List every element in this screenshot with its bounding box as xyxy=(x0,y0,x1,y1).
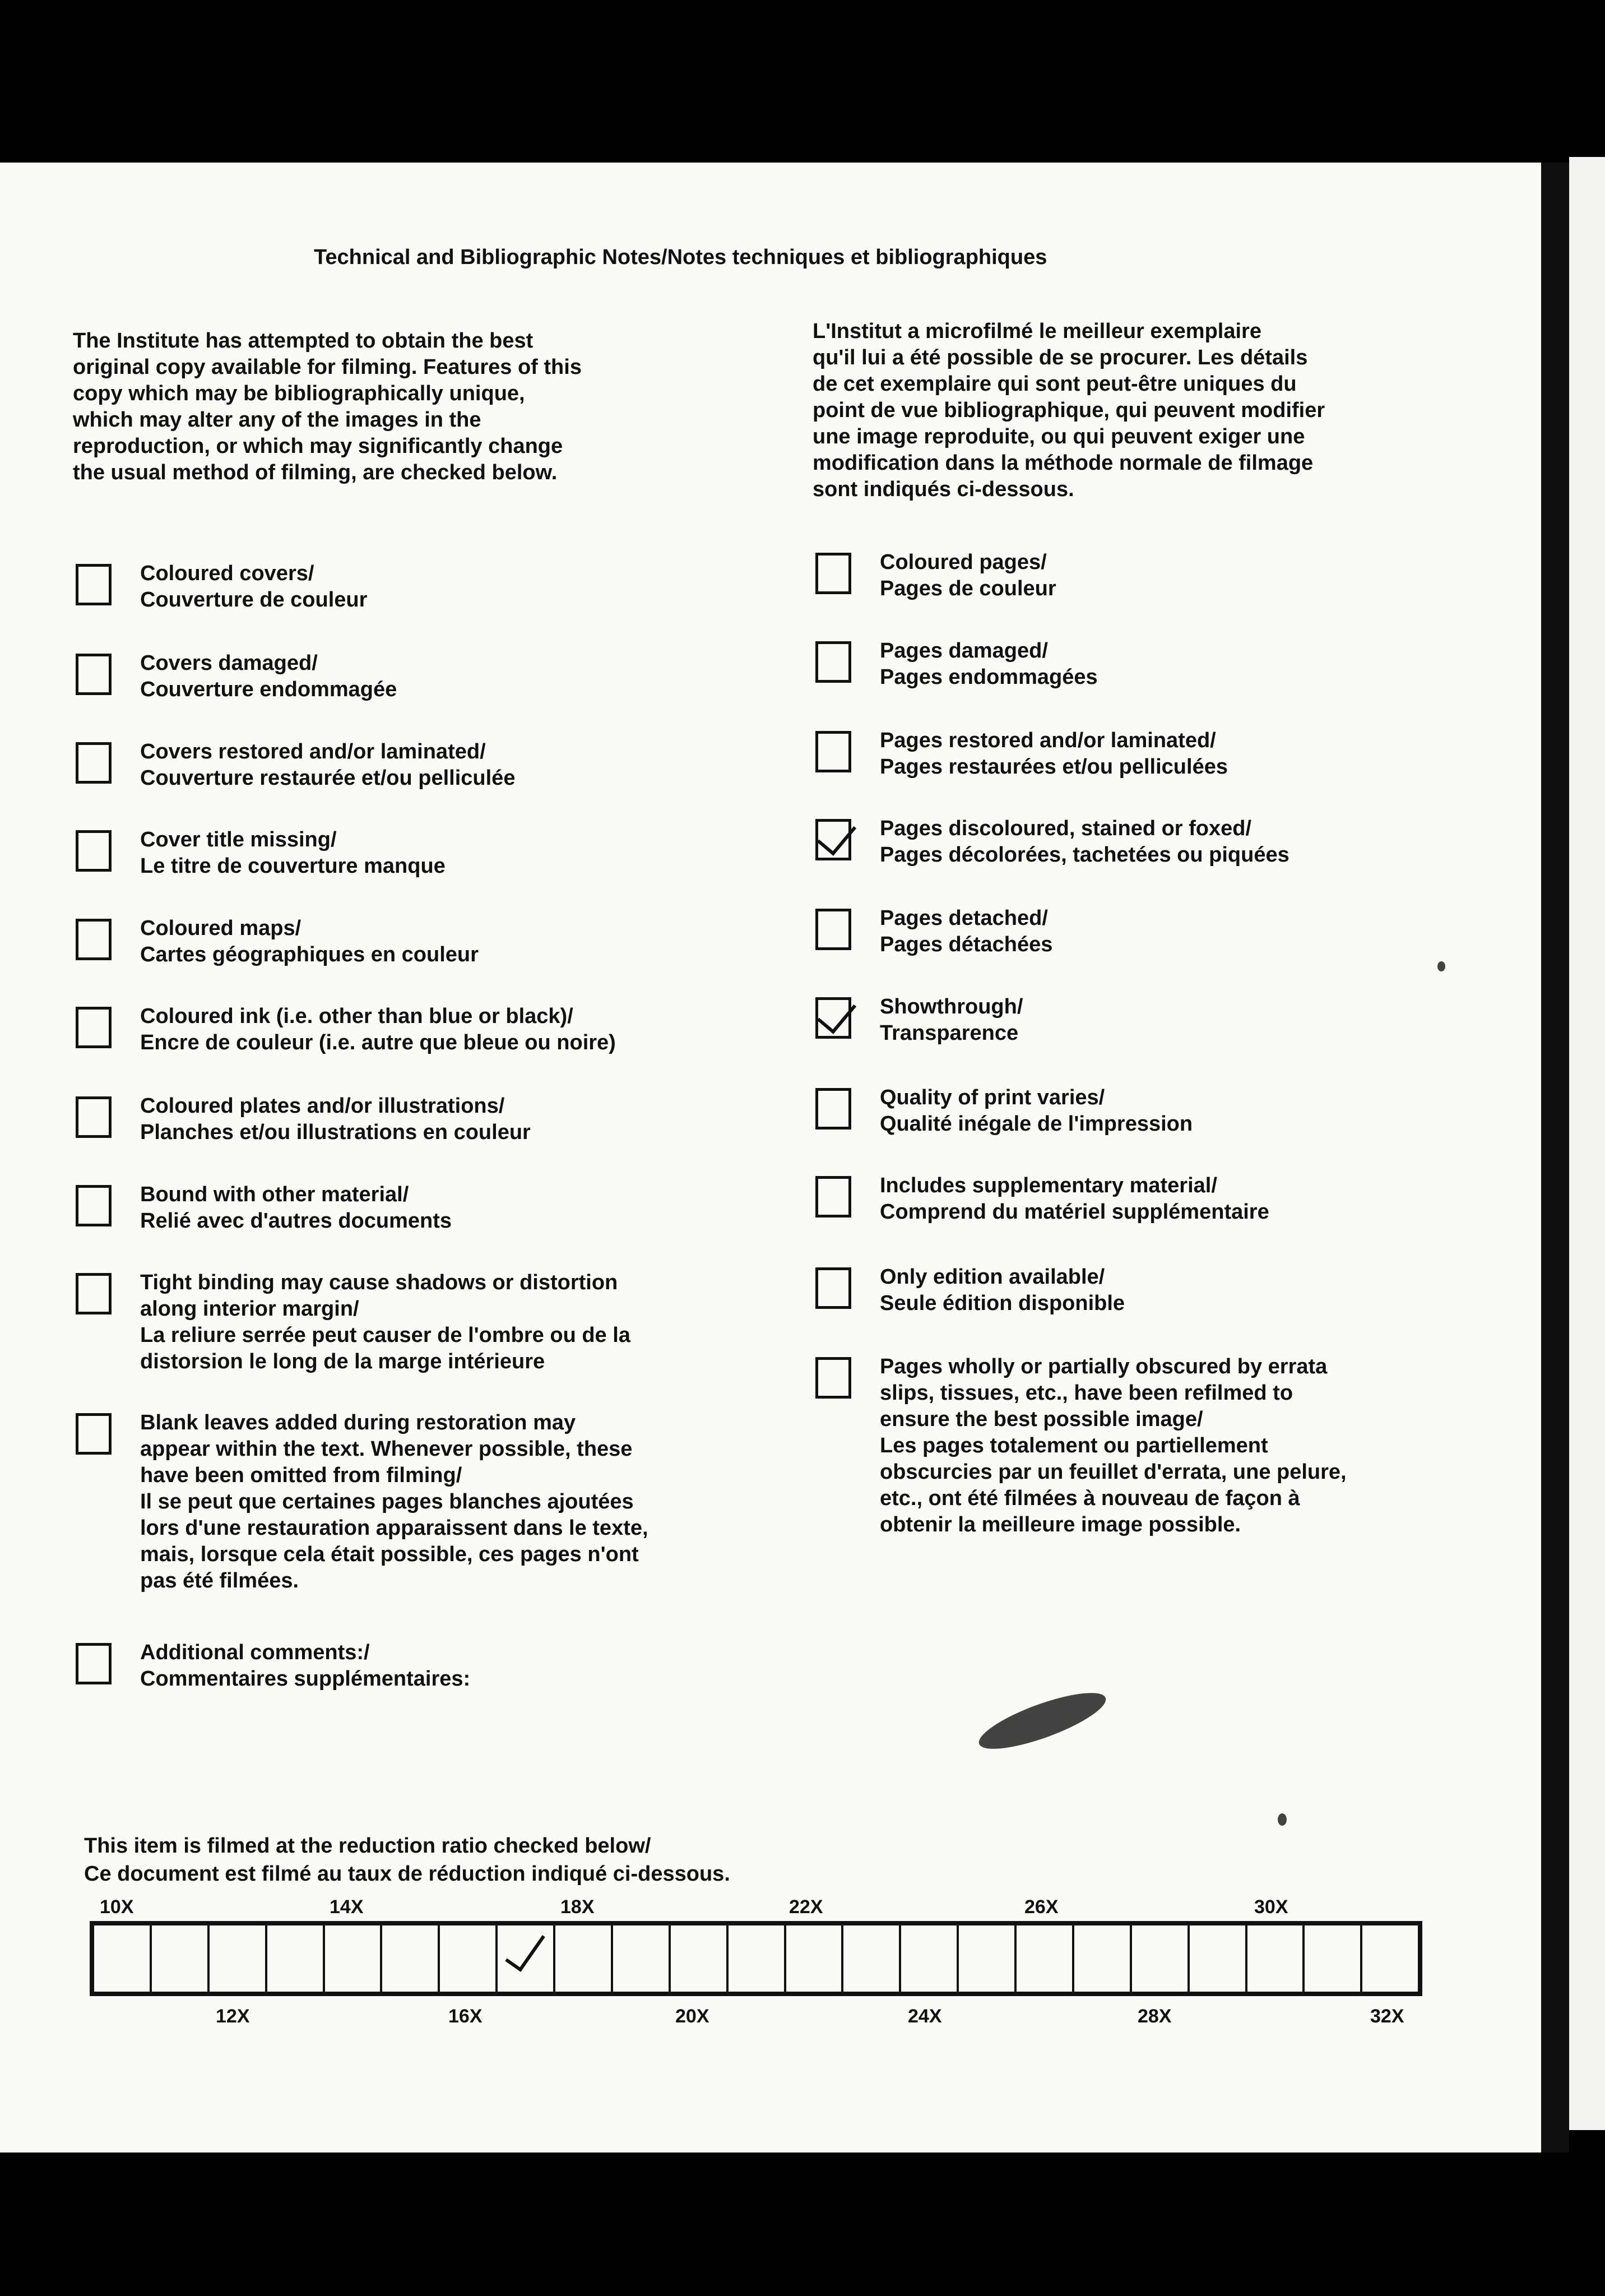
ink-speck xyxy=(1437,961,1445,971)
checkbox-label: Pages wholly or partially obscured by errata slips, tissues, etc., have been refilmed to ensure the best possible image/ Les pages totalement ou partiellement obscurcies par un feuillet d'errata, une pelure, etc., ont été filmées à nouveau de façon à obtenir la meilleure image possible. xyxy=(880,1355,1347,1536)
checkbox-label: Only edition available/ Seule édition disponible xyxy=(880,1265,1125,1315)
checkbox[interactable] xyxy=(76,1096,112,1138)
ratio-label-top: 14X xyxy=(330,1896,364,1918)
checkbox-label: Quality of print varies/ Qualité inégale de l'impression xyxy=(880,1086,1193,1136)
ratio-label-bottom: 20X xyxy=(675,2006,709,2027)
ratio-label-top: 18X xyxy=(560,1896,595,1918)
ratio-label-top: 10X xyxy=(100,1896,134,1918)
checkbox-label: Pages damaged/ Pages endommagées xyxy=(880,639,1098,689)
reduction-ratio-bar xyxy=(90,1921,1422,1996)
ratio-cell[interactable] xyxy=(671,1925,729,1992)
checkbox[interactable] xyxy=(76,830,112,872)
ratio-label-bottom: 32X xyxy=(1370,2006,1404,2027)
ratio-cell[interactable] xyxy=(555,1925,613,1992)
ratio-cell[interactable] xyxy=(843,1925,901,1992)
checkbox[interactable] xyxy=(76,1007,112,1048)
ratio-cell[interactable] xyxy=(1247,1925,1305,1992)
ratio-cell[interactable] xyxy=(325,1925,383,1992)
checkbox-label: Coloured covers/ Couverture de couleur xyxy=(140,562,368,612)
checkbox[interactable] xyxy=(815,997,851,1039)
checkbox[interactable] xyxy=(76,1643,112,1684)
checkbox-label: Coloured pages/ Pages de couleur xyxy=(880,550,1056,600)
checkbox-label: Tight binding may cause shadows or distortion along interior margin/ La reliure serrée peut causer de l'ombre ou de la distorsion le long de la marge intérieure xyxy=(140,1271,630,1373)
checkbox[interactable] xyxy=(815,819,851,860)
checkbox-label: Blank leaves added during restoration may appear within the text. Whenever possible, these have been omitted from filming/ Il se peut que certaines pages blanches ajoutées lors d'une restauration apparaissent dans le texte, mais, lorsque cela était possible, ces pages n'ont pas été filmées. xyxy=(140,1411,648,1593)
ratio-cell[interactable] xyxy=(729,1925,786,1992)
checkbox[interactable] xyxy=(76,564,112,605)
ratio-cell[interactable] xyxy=(1305,1925,1362,1992)
checkbox[interactable] xyxy=(76,919,112,960)
ratio-cell[interactable] xyxy=(210,1925,267,1992)
ratio-label-bottom: 16X xyxy=(448,2006,483,2027)
checkbox[interactable] xyxy=(815,1088,851,1130)
ratio-label-top: 30X xyxy=(1254,1896,1288,1918)
intro-english: The Institute has attempted to obtain the best original copy available for filming. Features of this copy which may be bibliographically unique, which may alter any of the images in the reproduction, or which may significantly change the usual method of filming, are checked below. xyxy=(73,329,582,484)
checkbox-label: Covers damaged/ Couverture endommagée xyxy=(140,651,397,701)
checkbox-label: Covers restored and/or laminated/ Couverture restaurée et/ou pelliculée xyxy=(140,740,516,790)
ratio-cell[interactable] xyxy=(901,1925,959,1992)
ratio-label-bottom: 24X xyxy=(908,2006,942,2027)
checkbox-label: Coloured maps/ Cartes géographiques en couleur xyxy=(140,916,479,966)
checkbox[interactable] xyxy=(815,1357,851,1399)
checkbox[interactable] xyxy=(76,654,112,695)
checkbox-label: Bound with other material/ Relié avec d'autres documents xyxy=(140,1183,452,1233)
checkbox-label: Coloured plates and/or illustrations/ Planches et/ou illustrations en couleur xyxy=(140,1094,531,1144)
checkbox-label: Pages detached/ Pages détachées xyxy=(880,906,1053,956)
scan-shadow xyxy=(1541,163,1569,2152)
checkbox-label: Includes supplementary material/ Comprend du matériel supplémentaire xyxy=(880,1174,1269,1224)
checkbox-label: Showthrough/ Transparence xyxy=(880,995,1023,1045)
ratio-cell[interactable] xyxy=(613,1925,671,1992)
ratio-cell[interactable] xyxy=(440,1925,498,1992)
checkbox[interactable] xyxy=(815,1176,851,1218)
ratio-cell[interactable] xyxy=(152,1925,210,1992)
checkbox[interactable] xyxy=(815,1267,851,1309)
ratio-label-top: 26X xyxy=(1024,1896,1059,1918)
ratio-cell[interactable] xyxy=(498,1925,555,1992)
checkbox[interactable] xyxy=(815,909,851,950)
checkbox-label: Pages restored and/or laminated/ Pages restaurées et/ou pelliculées xyxy=(880,729,1228,779)
ratio-label-bottom: 12X xyxy=(216,2006,250,2027)
ratio-cell[interactable] xyxy=(1362,1925,1418,1992)
checkbox[interactable] xyxy=(76,1413,112,1455)
ratio-cell[interactable] xyxy=(94,1925,152,1992)
checkbox[interactable] xyxy=(76,1273,112,1314)
page-title: Technical and Bibliographic Notes/Notes techniques et bibliographiques xyxy=(314,246,1047,269)
checkbox[interactable] xyxy=(76,1185,112,1226)
checkbox-label: Additional comments:/ Commentaires supplémentaires: xyxy=(140,1641,471,1691)
checkbox-label: Cover title missing/ Le titre de couverture manque xyxy=(140,828,446,878)
ratio-cell[interactable] xyxy=(1132,1925,1190,1992)
intro-french: L'Institut a microfilmé le meilleur exemplaire qu'il lui a été possible de se procurer. Les détails de cet exemplaire qui sont peut-être uniques du point de vue bibliographique, qui peuvent modifier une image reproduite, ou qui peuvent exiger une modification dans la méthode normale de filmage sont indiqués ci-dessous. xyxy=(813,320,1325,501)
ink-speck xyxy=(1278,1813,1287,1826)
ratio-cell[interactable] xyxy=(267,1925,325,1992)
ratio-cell[interactable] xyxy=(786,1925,844,1992)
ratio-label-bottom: 28X xyxy=(1138,2006,1172,2027)
ratio-cell[interactable] xyxy=(1017,1925,1074,1992)
ratio-cell[interactable] xyxy=(959,1925,1017,1992)
checkbox-label: Coloured ink (i.e. other than blue or black)/ Encre de couleur (i.e. autre que bleue ou noire) xyxy=(140,1004,616,1054)
ratio-cell[interactable] xyxy=(1074,1925,1132,1992)
ratio-label-top: 22X xyxy=(789,1896,823,1918)
checkbox-label: Pages discoloured, stained or foxed/ Pages décolorées, tachetées ou piquées xyxy=(880,817,1289,867)
checkbox[interactable] xyxy=(76,742,112,784)
checkbox[interactable] xyxy=(815,731,851,772)
ratio-cell[interactable] xyxy=(1190,1925,1247,1992)
reduction-ratio-text: This item is filmed at the reduction ratio checked below/ Ce document est filmé au taux de réduction indiqué ci-dessous. xyxy=(84,1834,730,1886)
checkbox[interactable] xyxy=(815,553,851,594)
checkbox[interactable] xyxy=(815,641,851,683)
next-page-edge xyxy=(1569,157,1605,2130)
ratio-cell[interactable] xyxy=(382,1925,440,1992)
